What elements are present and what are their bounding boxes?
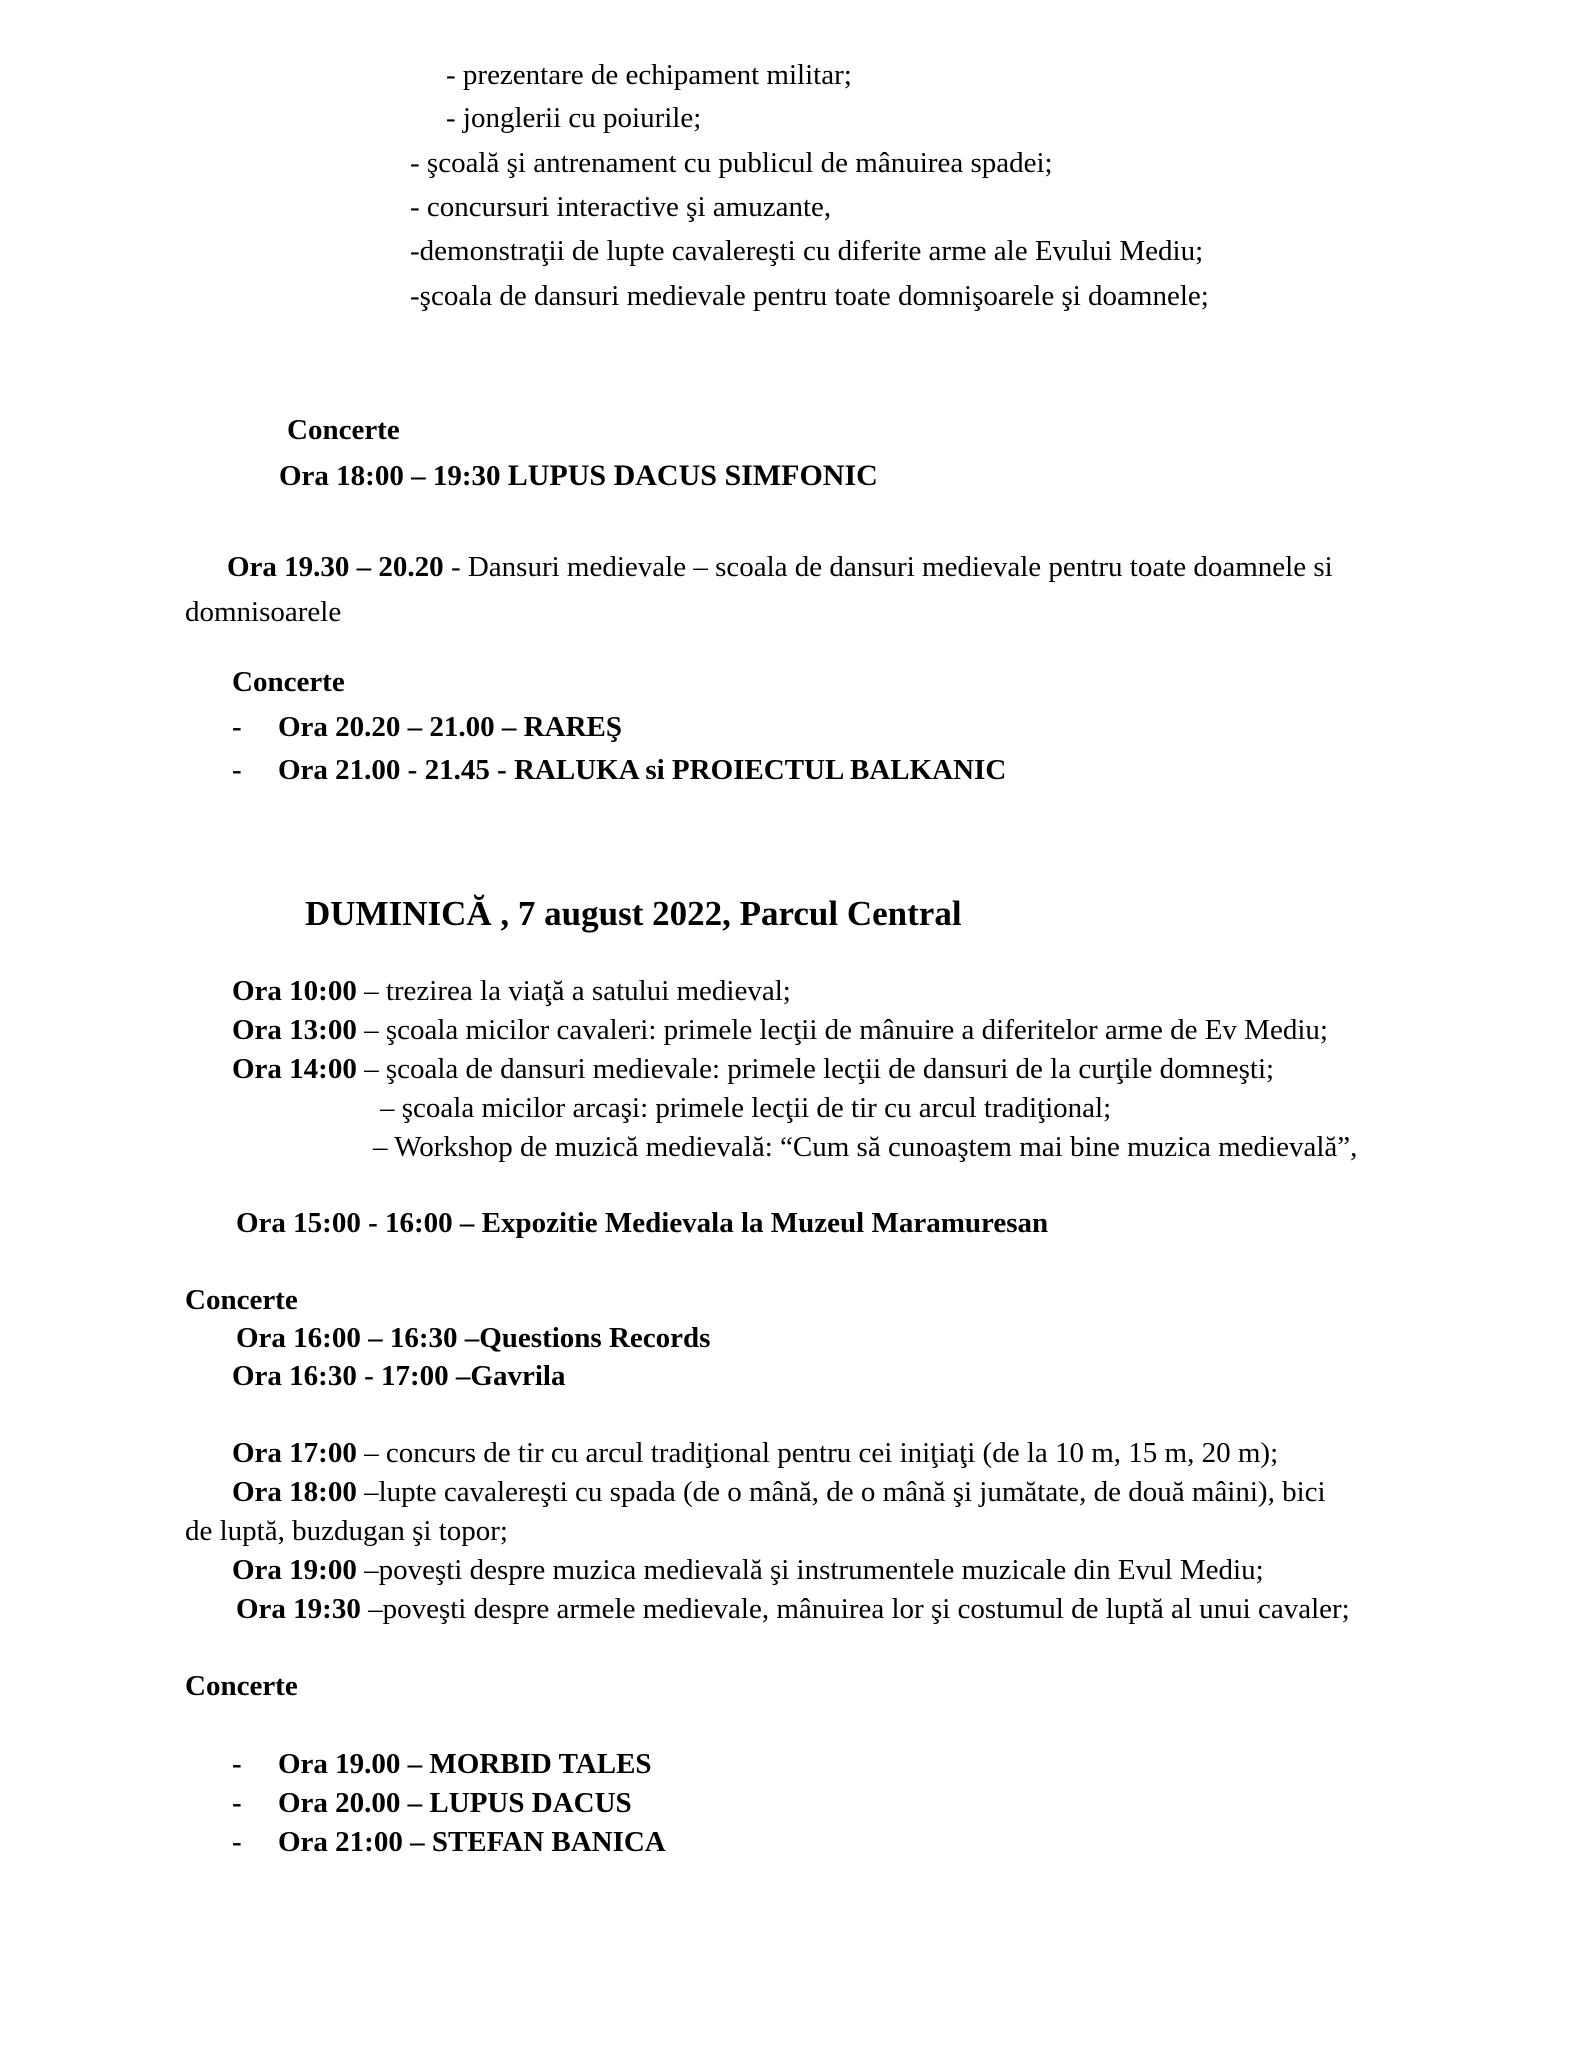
activity-item: - prezentare de echipament militar; [446,59,852,91]
program-item [232,1052,1274,1087]
program-time: Ora 14:00 [232,1053,357,1085]
program-item [236,1592,1350,1627]
day-heading: DUMINICĂ , 7 august 2022, Parcul Central [305,894,962,933]
bullet-dash: - [232,1826,242,1858]
program-item-cont: de luptă, buzdugan şi topor; [185,1515,508,1547]
program-item [232,1436,1278,1471]
dance-text-cont: domnisoarele [185,596,342,628]
program-time: Ora 13:00 [232,1014,357,1046]
concert-text: Ora 19.00 – MORBID TALES [278,1748,652,1780]
program-item [232,974,791,1009]
program-time: Ora 10:00 [232,975,357,1007]
program-time: Ora 18:00 [232,1476,357,1508]
activity-item: -şcoala de dansuri medievale pentru toate domnişoarele şi doamnele; [410,280,1209,312]
concert-act: LUPUS DACUS SIMFONIC [507,459,878,492]
concert-text: Ora 21.00 - 21.45 - RALUKA si PROIECTUL BALKANIC [278,754,1007,786]
activity-item: - concursuri interactive şi amuzante, [410,191,832,223]
concert-item [232,1786,632,1821]
program-item [232,1013,1328,1048]
concerts-heading: Concerte [185,1670,298,1702]
program-item-cont: – şcoala micilor arcaşi: primele lecţii de tir cu arcul tradiţional; [380,1092,1112,1124]
program-text: – trezirea la viaţă a satului medieval; [356,975,791,1007]
program-time: Ora 19:30 [236,1593,361,1625]
concerts-heading: Concerte [287,414,400,446]
bullet-dash: - [232,1748,242,1780]
program-text: – concurs de tir cu arcul tradiţional pentru cei iniţiaţi (de la 10 m, 15 m, 20 m); [356,1437,1279,1469]
bullet-dash: - [232,1787,242,1819]
concert-time: Ora 18:00 – 19:30 [279,460,501,492]
concert-item: Ora 16:30 - 17:00 –Gavrila [232,1360,566,1392]
program-time: Ora 19:00 [232,1554,357,1586]
concert-item [232,710,622,745]
concert-text: Ora 20.20 – 21.00 – RAREŞ [278,711,622,743]
concert-item [232,1825,666,1860]
concert-item [232,1747,652,1782]
activity-item: - şcoală şi antrenament cu publicul de mânuirea spadei; [410,147,1053,179]
bullet-dash: - [232,711,242,743]
concert-text: Ora 21:00 – STEFAN BANICA [278,1826,666,1858]
program-text: –poveşti despre armele medievale, mânuirea lor şi costumul de luptă al unui cavaler; [360,1593,1350,1625]
activity-item: -demonstraţii de lupte cavalereşti cu diferite arme ale Evului Mediu; [410,235,1204,267]
dance-text: - Dansuri medievale – scoala de dansuri medievale pentru toate doamnele si [443,551,1333,583]
program-time: Ora 17:00 [232,1437,357,1469]
concerts-heading: Concerte [232,666,345,698]
dance-session [227,550,1333,585]
concerts-heading: Concerte [185,1284,298,1316]
exhibition-item: Ora 15:00 - 16:00 – Expozitie Medievala la Muzeul Maramuresan [236,1207,1049,1239]
concert-item: Ora 16:00 – 16:30 –Questions Records [236,1322,711,1354]
program-text: –poveşti despre muzica medievală şi instrumentele muzicale din Evul Mediu; [356,1554,1264,1586]
bullet-dash: - [232,754,242,786]
concert-item [232,753,1006,788]
program-text: – şcoala micilor cavaleri: primele lecţii de mânuire a diferitelor arme de Ev Mediu; [356,1014,1328,1046]
program-item [232,1475,1326,1510]
program-item [232,1553,1264,1588]
activity-item: - jonglerii cu poiurile; [446,102,702,134]
program-item-cont: – Workshop de muzică medievală: “Cum să cunoaştem mai bine muzica medievală”, [373,1131,1358,1163]
dance-time: Ora 19.30 – 20.20 [227,551,444,583]
program-text: –lupte cavalereşti cu spada (de o mână, de o mână şi jumătate, de două mâini), bici [356,1476,1326,1508]
concert-lupus-simfonic [279,458,878,494]
concert-text: Ora 20.00 – LUPUS DACUS [278,1787,632,1819]
program-text: – şcoala de dansuri medievale: primele lecţii de dansuri de la curţile domneşti; [356,1053,1275,1085]
